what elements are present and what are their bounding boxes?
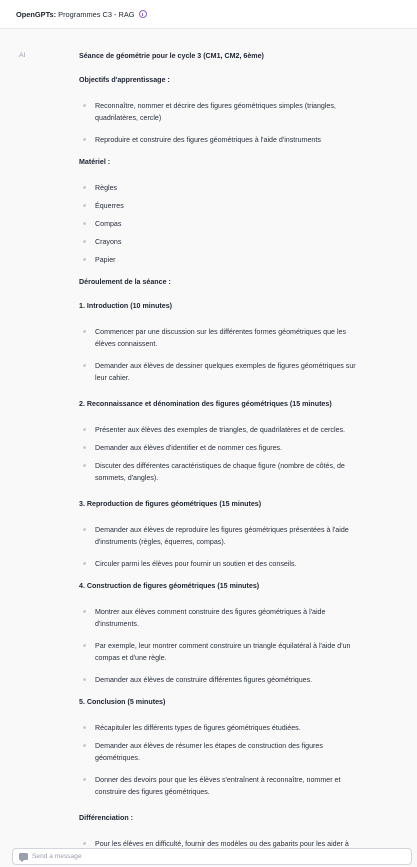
list-item-line: compas et d'une règle. <box>95 654 167 662</box>
bullet-marker <box>83 240 86 243</box>
list-item-line: Compas <box>95 220 122 228</box>
bullet-marker <box>83 528 86 531</box>
list-item-line: Règles <box>95 184 118 192</box>
list-item-line: Pour les élèves en difficulté, fournir des modèles ou des gabarits pour les aider à <box>95 840 349 848</box>
bullet-marker <box>83 644 86 647</box>
list-item <box>95 524 407 548</box>
list-item-line: Demander aux élèves d'identifier et de nommer ces figures. <box>95 444 283 452</box>
brand-label: OpenGPTs: <box>16 9 57 19</box>
bullet-marker <box>83 464 86 467</box>
list-item-line: Récapituler les différents types de figures géométriques étudiées. <box>95 724 301 732</box>
list-item <box>95 558 407 570</box>
list-item-line: construire des figures géométriques. <box>95 788 210 796</box>
bullet-marker <box>83 186 86 189</box>
section-heading: Objectifs d'apprentissage : <box>79 76 170 84</box>
list-item-line: Demander aux élèves de dessiner quelques exemples de figures géométriques sur <box>95 362 356 370</box>
list-item <box>95 182 407 194</box>
section-heading: 5. Conclusion (5 minutes) <box>79 698 166 706</box>
bullet-marker <box>83 744 86 747</box>
list-item-line: Demander aux élèves de reproduire les figures géométriques présentées à l'aide <box>95 526 349 534</box>
list-item-line: Montrer aux élèves comment construire des figures géométriques à l'aide <box>95 608 326 616</box>
bullet-marker <box>83 562 86 565</box>
list-item <box>95 722 407 734</box>
list-item <box>95 200 407 212</box>
bullet-marker <box>83 138 86 141</box>
bullet-marker <box>83 364 86 367</box>
section-heading: Déroulement de la séance : <box>79 278 171 286</box>
bullet-marker <box>83 678 86 681</box>
section-heading: 4. Construction de figures géométriques (15 minutes) <box>79 582 260 590</box>
list-item-line: d'instruments. <box>95 620 139 628</box>
list-item-line: géométriques. <box>95 754 140 762</box>
bullet-marker <box>83 778 86 781</box>
assistant-name: Programmes C3 - RAG <box>56 9 135 19</box>
list-item-line: Discuter des différentes caractéristiques de chaque figure (nombre de côtés, de <box>95 462 345 470</box>
header-title <box>16 10 135 19</box>
list-item-line: Reconnaître, nommer et décrire des figures géométriques simples (triangles, <box>95 102 336 110</box>
list-item-line: d'instruments (règles, équerres, compas). <box>95 538 226 546</box>
list-item <box>95 236 407 248</box>
list-item-line: Par exemple, leur montrer comment construire un triangle équilatéral à l'aide d'un <box>95 642 351 650</box>
list-item-line: Reproduire et construire des figures géométriques à l'aide d'instruments <box>95 136 321 144</box>
bullet-marker <box>83 726 86 729</box>
chat-bubble-icon <box>19 853 28 860</box>
section-heading: 3. Reproduction de figures géométriques (15 minutes) <box>79 500 262 508</box>
bullet-marker <box>83 446 86 449</box>
list-item-line: Demander aux élèves de résumer les étapes de construction des figures <box>95 742 323 750</box>
chat-transcript[interactable] <box>0 29 417 848</box>
list-item-line: élèves connaissent. <box>95 340 158 348</box>
list-item-line: Commencer par une discussion sur les différentes formes géométriques que les <box>95 328 347 336</box>
list-item <box>95 640 407 664</box>
list-item <box>95 218 407 230</box>
list-item-line: sommets, d'angles). <box>95 474 159 482</box>
bullet-marker <box>83 104 86 107</box>
list-item <box>95 674 407 686</box>
list-item-line: quadrilatères, cercle) <box>95 114 162 122</box>
section-heading: Différenciation : <box>79 814 133 822</box>
list-item-line: leur cahier. <box>95 374 130 382</box>
list-item <box>95 774 407 798</box>
section-heading: Séance de géométrie pour le cycle 3 (CM1, CM2, 6ème) <box>79 52 264 60</box>
list-item <box>95 360 407 384</box>
bullet-marker <box>83 610 86 613</box>
message-input[interactable] <box>32 853 392 860</box>
list-item-line: Circuler parmi les élèves pour fournir un soutien et des conseils. <box>95 560 297 568</box>
list-item <box>95 424 407 436</box>
list-item <box>95 134 407 146</box>
bullet-marker <box>83 842 86 845</box>
list-item-line: Demander aux élèves de construire différentes figures géométriques. <box>95 676 313 684</box>
section-heading: 2. Reconnaissance et dénomination des figures géométriques (15 minutes) <box>79 400 332 408</box>
list-item-line: Équerres <box>95 202 124 210</box>
bullet-marker <box>83 330 86 333</box>
list-item-line: Papier <box>95 256 116 264</box>
list-item <box>95 442 407 454</box>
list-item <box>95 460 407 484</box>
bullet-marker <box>83 258 86 261</box>
list-item-line: Crayons <box>95 238 122 246</box>
list-item-line: Présenter aux élèves des exemples de triangles, de quadrilatères et de cercles. <box>95 426 345 434</box>
section-heading: 1. Introduction (10 minutes) <box>79 302 173 310</box>
list-item <box>95 254 407 266</box>
list-item <box>95 100 407 124</box>
section-heading: Matériel : <box>79 158 111 166</box>
message-role-label: AI <box>19 52 26 59</box>
list-item <box>95 740 407 764</box>
bullet-marker <box>83 222 86 225</box>
list-item <box>95 326 407 350</box>
bullet-marker <box>83 204 86 207</box>
bullet-marker <box>83 428 86 431</box>
list-item-line: Donner des devoirs pour que les élèves s'entraînent à reconnaître, nommer et <box>95 776 341 784</box>
list-item <box>95 606 407 630</box>
message-composer[interactable] <box>12 848 412 865</box>
app-header <box>0 0 417 29</box>
info-icon[interactable] <box>139 10 147 18</box>
